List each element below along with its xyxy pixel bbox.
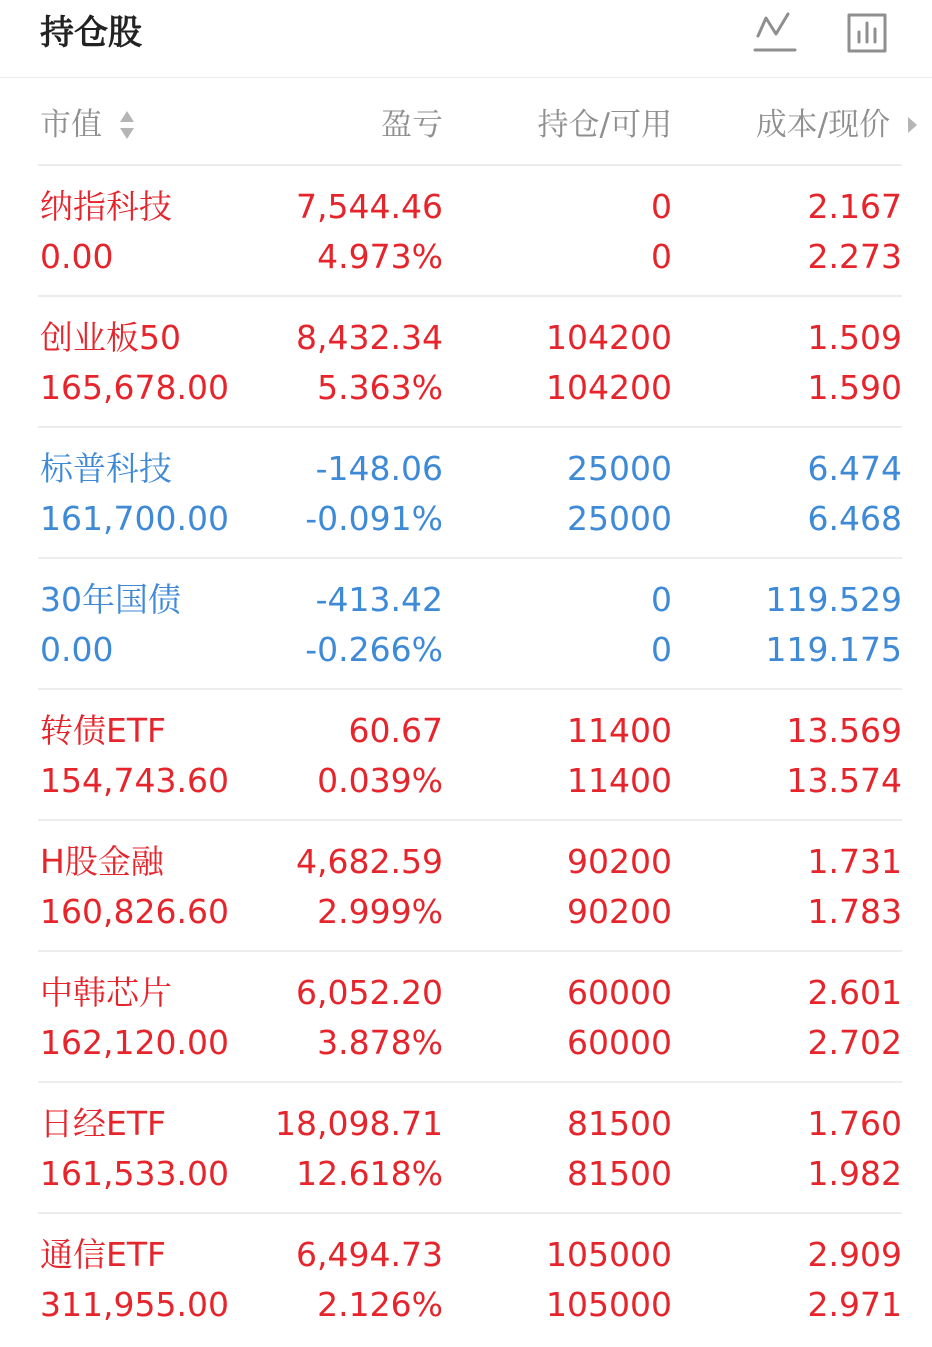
position-quantity: 105000 <box>546 1235 672 1274</box>
cost-price-header[interactable] <box>756 98 918 148</box>
available-quantity: 11400 <box>567 761 672 800</box>
profit-loss-percent: 3.878% <box>317 1023 443 1062</box>
cost-price-header-label: 成本/现价 <box>755 106 891 143</box>
profit-loss-percent: 4.973% <box>317 237 443 276</box>
available-quantity: 0 <box>651 237 672 276</box>
profit-loss-header: 盈亏 <box>381 106 443 143</box>
profit-loss-amount: 8,432.34 <box>296 318 443 357</box>
holding-name: 创业板50 <box>40 318 181 357</box>
holding-name: 通信ETF <box>40 1235 166 1274</box>
profit-loss-amount: 6,494.73 <box>296 1235 443 1274</box>
cost-price: 13.569 <box>786 711 902 750</box>
market-value: 0.00 <box>40 630 114 669</box>
profit-loss-percent: 0.039% <box>317 761 443 800</box>
available-quantity: 60000 <box>567 1023 672 1062</box>
sort-icon <box>118 108 136 142</box>
holding-name: 日经ETF <box>40 1104 166 1143</box>
cost-price: 1.731 <box>807 842 902 881</box>
line-chart-icon[interactable] <box>752 10 798 56</box>
cost-price: 119.529 <box>765 580 902 619</box>
available-quantity: 81500 <box>567 1154 672 1193</box>
available-quantity: 0 <box>651 630 672 669</box>
holding-row[interactable] <box>0 821 932 952</box>
profit-loss-percent: -0.266% <box>305 630 443 669</box>
chevron-right-icon <box>906 113 918 137</box>
available-quantity: 105000 <box>546 1285 672 1324</box>
cost-price: 2.909 <box>807 1235 902 1274</box>
cost-price: 2.601 <box>807 973 902 1012</box>
position-header: 持仓/可用 <box>537 106 672 143</box>
holding-row[interactable] <box>0 952 932 1083</box>
profit-loss-percent: 12.618% <box>296 1154 443 1193</box>
current-price: 2.971 <box>807 1285 902 1324</box>
market-value-sort-header[interactable] <box>40 98 136 148</box>
position-quantity: 60000 <box>567 973 672 1012</box>
profit-loss-percent: 5.363% <box>317 368 443 407</box>
profit-loss-percent: 2.126% <box>317 1285 443 1324</box>
holding-row[interactable] <box>0 428 932 559</box>
page-title: 持仓股 <box>40 13 142 53</box>
available-quantity: 25000 <box>567 499 672 538</box>
market-value: 161,700.00 <box>40 499 229 538</box>
position-quantity: 90200 <box>567 842 672 881</box>
market-value: 154,743.60 <box>40 761 229 800</box>
market-value: 160,826.60 <box>40 892 229 931</box>
market-value-header-label: 市值 <box>40 106 102 143</box>
market-value: 165,678.00 <box>40 368 229 407</box>
cost-price: 1.509 <box>807 318 902 357</box>
holding-row[interactable] <box>0 1214 932 1345</box>
holding-name: 转债ETF <box>40 711 166 750</box>
current-price: 1.982 <box>807 1154 902 1193</box>
position-quantity: 104200 <box>546 318 672 357</box>
holding-name: 中韩芯片 <box>40 973 172 1012</box>
available-quantity: 90200 <box>567 892 672 931</box>
profit-loss-amount: -148.06 <box>315 449 443 488</box>
market-value: 0.00 <box>40 237 114 276</box>
current-price: 2.273 <box>807 237 902 276</box>
top-bar <box>0 0 932 78</box>
position-quantity: 0 <box>651 187 672 226</box>
market-value: 311,955.00 <box>40 1285 229 1324</box>
holding-name: 30年国债 <box>40 580 181 619</box>
cost-price: 6.474 <box>807 449 902 488</box>
current-price: 2.702 <box>807 1023 902 1062</box>
profit-loss-amount: 4,682.59 <box>296 842 443 881</box>
current-price: 1.590 <box>807 368 902 407</box>
position-quantity: 81500 <box>567 1104 672 1143</box>
profit-loss-amount: 18,098.71 <box>275 1104 443 1143</box>
profit-loss-percent: -0.091% <box>305 499 443 538</box>
market-value: 162,120.00 <box>40 1023 229 1062</box>
profit-loss-amount: 7,544.46 <box>296 187 443 226</box>
holding-name: 标普科技 <box>40 449 172 488</box>
current-price: 1.783 <box>807 892 902 931</box>
profit-loss-amount: 60.67 <box>348 711 443 750</box>
position-quantity: 0 <box>651 580 672 619</box>
profit-loss-percent: 2.999% <box>317 892 443 931</box>
position-quantity: 11400 <box>567 711 672 750</box>
cost-price: 2.167 <box>807 187 902 226</box>
holding-name: 纳指科技 <box>40 187 172 226</box>
profit-loss-amount: 6,052.20 <box>296 973 443 1012</box>
bar-chart-icon[interactable] <box>844 10 890 56</box>
holding-row[interactable] <box>0 1083 932 1214</box>
holding-name: H股金融 <box>40 842 164 881</box>
holding-row[interactable] <box>0 690 932 821</box>
available-quantity: 104200 <box>546 368 672 407</box>
current-price: 119.175 <box>765 630 902 669</box>
current-price: 13.574 <box>786 761 902 800</box>
cost-price: 1.760 <box>807 1104 902 1143</box>
current-price: 6.468 <box>807 499 902 538</box>
holding-row[interactable] <box>0 559 932 690</box>
holding-row[interactable] <box>0 297 932 428</box>
holding-row[interactable] <box>0 166 932 297</box>
profit-loss-amount: -413.42 <box>315 580 443 619</box>
market-value: 161,533.00 <box>40 1154 229 1193</box>
position-quantity: 25000 <box>567 449 672 488</box>
